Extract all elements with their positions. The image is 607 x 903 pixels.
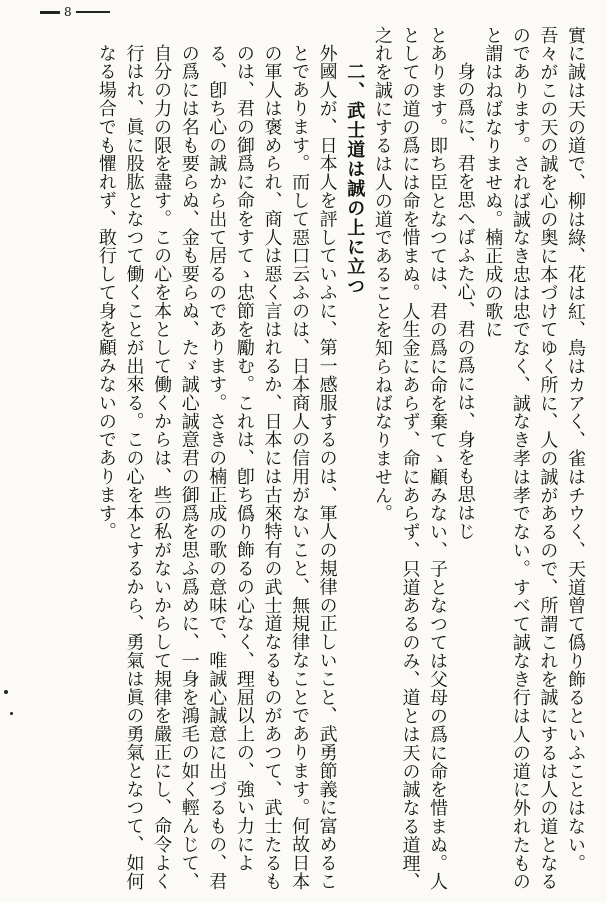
header-rule-left [40,11,60,14]
paragraph-2: とあります。即ち臣となつては、君の爲に命を棄てゝ顧みない、子となつては父母の爲に命を惜まぬ。人としての道の爲には命を惜まぬ。人生金にあらず、命にあらず、只道あるのみ、道とは天の誠なる道理、之れを誠にするは人の道であることを知らねばなりません。 [371,26,449,891]
page-header [40,4,110,20]
print-speck [4,690,8,694]
header-rule-right [76,11,110,13]
section-title: 武士道は誠の上に立つ [344,101,366,296]
section-heading [341,26,369,892]
paragraph-3: 外國人が、日本人を評していふに、第一感服するのは、軍人の規律の正しいこと、武勇節義に富めることであります。而して惡口云ふのは、日本商人の信用がないこと、無規律なことであります。何故日本の軍人は褒められ、商人は惡く言はれるか、日本には古來特有の武士道なるものがあつて、武士たるものは、君の御爲に命をすてゝ忠節を勵む。これは、卽ち僞り飾るの心なく、理屈以上の、強い力による、卽ち心の誠から出て居るのであります。さきの楠正成の歌の意味で、唯誠心誠意に出づるもの、君の爲には名も要らぬ、金も要らぬ、たゞ誠心誠意君の御爲を思ふ爲めに、一身を鴻毛の如く輕んじて、自分の力の限を盡す。この心を本として働くからは、些の私がないからして規律を嚴正にし、命令よく行はれ、眞に股肱となつて働くことが出來る。この心を本とするから、勇氣は眞の勇氣となつて、如何なる場合でも懼れず、敢行して身を顧みないのであります。 [95,44,338,891]
page-number: 8 [64,5,72,19]
section-number: 二、 [344,62,366,101]
paragraph-1: 實に誠は天の道で、柳は綠、花は紅、鳥はカアく、雀はチウく、天道曾て僞り飾るといふことはない。吾々がこの天の誠を心の奥に本づけてゆく所に、人の誠があるので、所謂これを誠にするは人の道となるのであります。されば誠なき忠は忠でなく、誠なき孝は孝でない。すべて誠なき行は人の道に外れたものと謂はねばなりませぬ。楠正成の歌に [482,26,586,891]
poem-quote: 身の爲に、君を思へばふた心、君の爲には、身をも思はじ [454,62,476,541]
vertical-body-text [33,26,589,892]
print-speck [10,712,13,715]
